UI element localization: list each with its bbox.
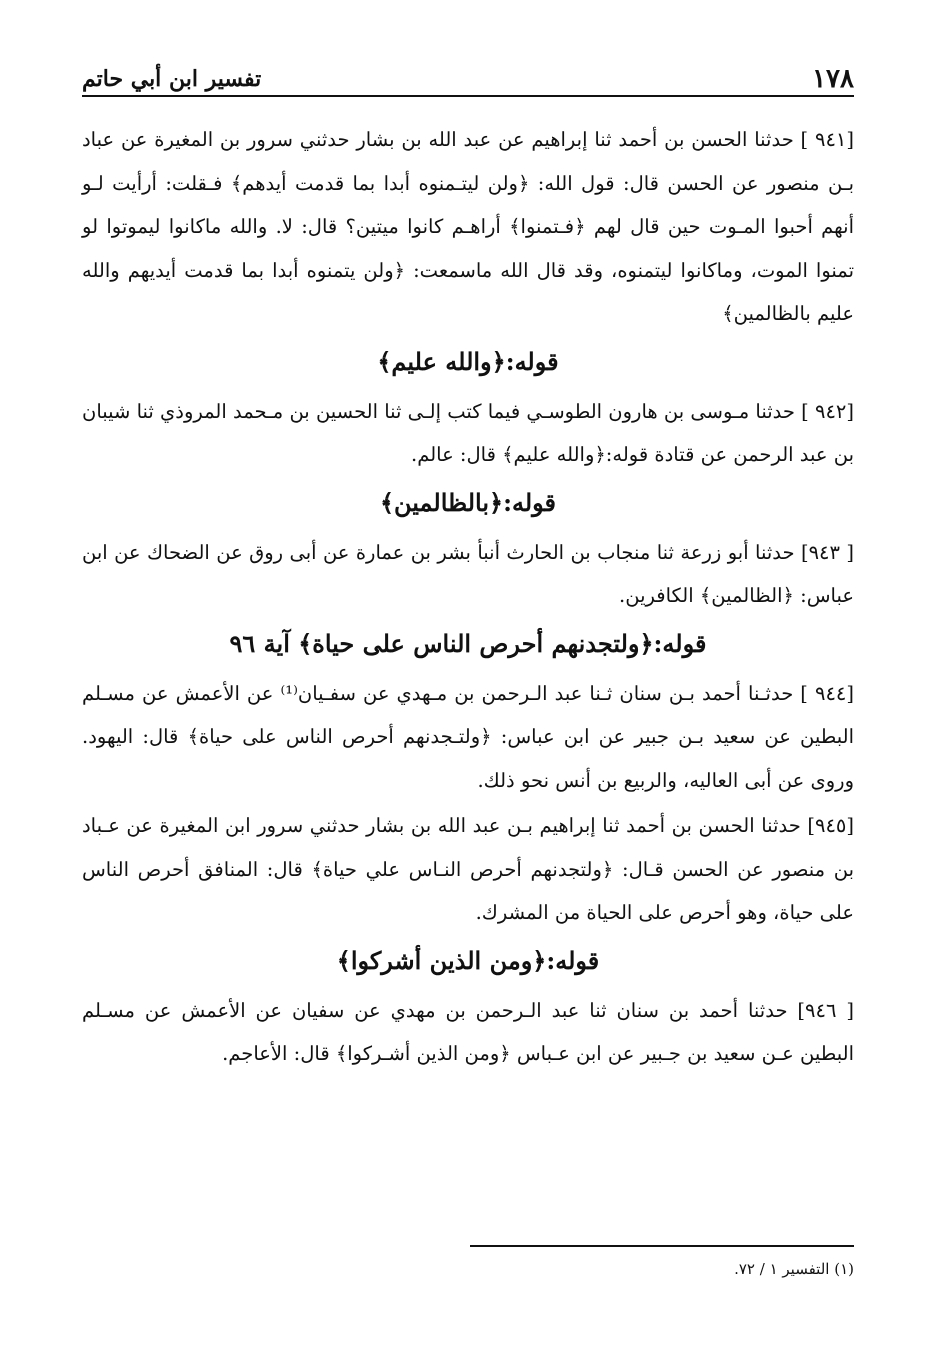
- footnote: (١) التفسير ١ / ٧٢.: [734, 1260, 854, 1278]
- header-rule: [82, 95, 854, 97]
- hadith-945: [٩٤٥] حدثنا الحسن بن أحمد ثنا إبراهيم بـن عبد الله بن بشار حدثني سرور ابن المغيرة عن عـباد بن منصور عن الحسن قـال: ﴿ولتجدنهم أحرص النـاس علي حياة﴾ قال: المنافق أحرص الناس على حياة، وهو أحرص على الحياة من المشرك.: [82, 814, 854, 924]
- running-title: تفسير ابن أبي حاتم: [82, 66, 262, 92]
- hadith-944: [٩٤٤ ] حدثـنا أحمد بـن سنان ثـنا عبد الـرحمن بن مـهدي عن سفـيان⁽¹⁾ عن الأعمش عن مسـلم البطين عن سعيد بـن جبير عن ابن عباس: ﴿ولتـجدنهم أحرص الناس على حياة﴾ قال: اليهود. وروى عن أبى العاليه، والربيع بن أنس نحو ذلك.: [82, 681, 854, 792]
- footnote-rule: [470, 1245, 854, 1247]
- section-heading-ashraku: قوله:﴿ومن الذين أشركوا﴾: [336, 945, 600, 975]
- hadith-942: [٩٤٢ ] حدثنا مـوسى بن هارون الطوسـي فيما كتب إلـى ثنا الحسين بن مـحمد المروذي ثنا شيبان بن عبد الرحمن عن قتادة قوله:﴿والله عليم﴾ قال: عالم.: [82, 399, 854, 466]
- section-heading-wallahu-alim: قوله:﴿والله عليم﴾: [377, 346, 559, 376]
- main-text: [82, 118, 854, 1076]
- page-number: ١٧٨: [812, 64, 854, 94]
- section-heading-bizzalimin: قوله:﴿بالظالمين﴾: [379, 487, 557, 517]
- hadith-946: [ ٩٤٦] حدثنا أحمد بن سنان ثنا عبد الـرحمن بن مهدي عن سفيان عن الأعمش عن مسـلم البطين عـن سعيد بن جـبير عن ابن عـباس ﴿ومن الذين أشـركوا﴾ قال: الأعاجم.: [82, 998, 854, 1065]
- section-heading-ayah-96: قوله:﴿ولتجدنهم أحرص الناس على حياة﴾ آية ٩٦: [229, 628, 707, 658]
- page-header: [82, 58, 854, 94]
- hadith-941: [٩٤١ ] حدثنا الحسن بن أحمد ثنا إبراهيم عن عبد الله بن بشار حدثني سرور بن المغيرة عن عباد بـن منصور عن الحسن قال: قول الله: ﴿ولن ليتـمنوه أبدا بما قدمت أيدهم﴾ فـقلت: أرأيت لـو أنهم أحبوا المـوت حين قال لهم ﴿فـتمنوا﴾ أراهـم كانوا ميتين؟ قال: لا. والله ماكانوا ليموتوا لو تمنوا الموت، وماكانوا ليتمنوه، وقد قال الله ماسمعت: ﴿ولن يتمنوه أبدا بما قدمت أيديهم والله عليم بالظالمين﴾: [82, 128, 854, 325]
- hadith-943: [ ٩٤٣] حدثنا أبو زرعة ثنا منجاب بن الحارث أنبأ بشر بن عمارة عن أبى روق عن الضحاك عن ابن عباس: ﴿الظالمين﴾ الكافرين.: [82, 540, 854, 607]
